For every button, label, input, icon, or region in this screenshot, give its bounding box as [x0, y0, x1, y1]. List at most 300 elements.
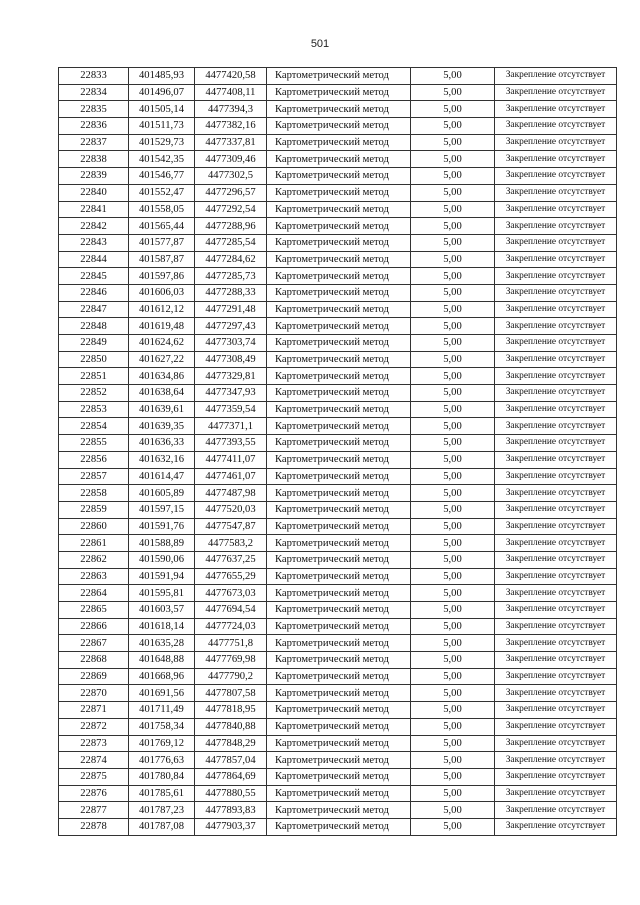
- fixation-cell: Закрепление отсутствует: [495, 785, 617, 802]
- y-coordinate-cell: 4477296,57: [195, 184, 267, 201]
- accuracy-cell: 5,00: [411, 385, 495, 402]
- y-coordinate-cell: 4477461,07: [195, 468, 267, 485]
- method-cell: Картометрический метод: [267, 551, 411, 568]
- method-cell: Картометрический метод: [267, 451, 411, 468]
- fixation-cell: Закрепление отсутствует: [495, 618, 617, 635]
- method-cell: Картометрический метод: [267, 468, 411, 485]
- fixation-cell: Закрепление отсутствует: [495, 685, 617, 702]
- x-coordinate-cell: 401603,57: [129, 602, 195, 619]
- point-number-cell: 22862: [59, 551, 129, 568]
- fixation-cell: Закрепление отсутствует: [495, 752, 617, 769]
- x-coordinate-cell: 401597,15: [129, 501, 195, 518]
- point-number-cell: 22860: [59, 518, 129, 535]
- table-row: [59, 68, 617, 85]
- fixation-cell: Закрепление отсутствует: [495, 284, 617, 301]
- point-number-cell: 22854: [59, 418, 129, 435]
- fixation-cell: Закрепление отсутствует: [495, 201, 617, 218]
- accuracy-cell: 5,00: [411, 501, 495, 518]
- point-number-cell: 22875: [59, 768, 129, 785]
- accuracy-cell: 5,00: [411, 234, 495, 251]
- point-number-cell: 22861: [59, 535, 129, 552]
- accuracy-cell: 5,00: [411, 802, 495, 819]
- table-row: [59, 251, 617, 268]
- x-coordinate-cell: 401648,88: [129, 652, 195, 669]
- point-number-cell: 22849: [59, 335, 129, 352]
- method-cell: Картометрический метод: [267, 535, 411, 552]
- method-cell: Картометрический метод: [267, 818, 411, 835]
- accuracy-cell: 5,00: [411, 201, 495, 218]
- y-coordinate-cell: 4477337,81: [195, 134, 267, 151]
- fixation-cell: Закрепление отсутствует: [495, 518, 617, 535]
- x-coordinate-cell: 401546,77: [129, 168, 195, 185]
- method-cell: Картометрический метод: [267, 234, 411, 251]
- y-coordinate-cell: 4477790,2: [195, 668, 267, 685]
- point-number-cell: 22858: [59, 485, 129, 502]
- fixation-cell: Закрепление отсутствует: [495, 735, 617, 752]
- y-coordinate-cell: 4477547,87: [195, 518, 267, 535]
- accuracy-cell: 5,00: [411, 702, 495, 719]
- y-coordinate-cell: 4477420,58: [195, 68, 267, 85]
- point-number-cell: 22833: [59, 68, 129, 85]
- fixation-cell: Закрепление отсутствует: [495, 535, 617, 552]
- table-row: [59, 652, 617, 669]
- fixation-cell: Закрепление отсутствует: [495, 101, 617, 118]
- point-number-cell: 22839: [59, 168, 129, 185]
- x-coordinate-cell: 401780,84: [129, 768, 195, 785]
- table-row: [59, 268, 617, 285]
- method-cell: Картометрический метод: [267, 768, 411, 785]
- table-row: [59, 485, 617, 502]
- accuracy-cell: 5,00: [411, 435, 495, 452]
- y-coordinate-cell: 4477284,62: [195, 251, 267, 268]
- table-row: [59, 635, 617, 652]
- point-number-cell: 22872: [59, 718, 129, 735]
- accuracy-cell: 5,00: [411, 568, 495, 585]
- accuracy-cell: 5,00: [411, 218, 495, 235]
- coordinates-table: [58, 67, 617, 836]
- y-coordinate-cell: 4477880,55: [195, 785, 267, 802]
- coordinates-table-body: [59, 68, 617, 836]
- x-coordinate-cell: 401606,03: [129, 284, 195, 301]
- fixation-cell: Закрепление отсутствует: [495, 301, 617, 318]
- point-number-cell: 22856: [59, 451, 129, 468]
- method-cell: Картометрический метод: [267, 268, 411, 285]
- method-cell: Картометрический метод: [267, 618, 411, 635]
- point-number-cell: 22851: [59, 368, 129, 385]
- point-number-cell: 22838: [59, 151, 129, 168]
- table-row: [59, 718, 617, 735]
- method-cell: Картометрический метод: [267, 702, 411, 719]
- y-coordinate-cell: 4477848,29: [195, 735, 267, 752]
- method-cell: Картометрический метод: [267, 301, 411, 318]
- accuracy-cell: 5,00: [411, 101, 495, 118]
- accuracy-cell: 5,00: [411, 735, 495, 752]
- accuracy-cell: 5,00: [411, 585, 495, 602]
- point-number-cell: 22846: [59, 284, 129, 301]
- y-coordinate-cell: 4477393,55: [195, 435, 267, 452]
- y-coordinate-cell: 4477893,83: [195, 802, 267, 819]
- x-coordinate-cell: 401529,73: [129, 134, 195, 151]
- method-cell: Картометрический метод: [267, 718, 411, 735]
- accuracy-cell: 5,00: [411, 134, 495, 151]
- x-coordinate-cell: 401542,35: [129, 151, 195, 168]
- table-row: [59, 618, 617, 635]
- y-coordinate-cell: 4477288,96: [195, 218, 267, 235]
- y-coordinate-cell: 4477297,43: [195, 318, 267, 335]
- x-coordinate-cell: 401511,73: [129, 118, 195, 135]
- y-coordinate-cell: 4477329,81: [195, 368, 267, 385]
- y-coordinate-cell: 4477864,69: [195, 768, 267, 785]
- y-coordinate-cell: 4477724,03: [195, 618, 267, 635]
- fixation-cell: Закрепление отсутствует: [495, 435, 617, 452]
- x-coordinate-cell: 401776,63: [129, 752, 195, 769]
- fixation-cell: Закрепление отсутствует: [495, 368, 617, 385]
- method-cell: Картометрический метод: [267, 501, 411, 518]
- y-coordinate-cell: 4477308,49: [195, 351, 267, 368]
- method-cell: Картометрический метод: [267, 201, 411, 218]
- point-number-cell: 22868: [59, 652, 129, 669]
- table-row: [59, 668, 617, 685]
- method-cell: Картометрический метод: [267, 335, 411, 352]
- fixation-cell: Закрепление отсутствует: [495, 351, 617, 368]
- table-row: [59, 184, 617, 201]
- method-cell: Картометрический метод: [267, 735, 411, 752]
- table-row: [59, 301, 617, 318]
- fixation-cell: Закрепление отсутствует: [495, 318, 617, 335]
- x-coordinate-cell: 401597,86: [129, 268, 195, 285]
- fixation-cell: Закрепление отсутствует: [495, 268, 617, 285]
- accuracy-cell: 5,00: [411, 685, 495, 702]
- method-cell: Картометрический метод: [267, 401, 411, 418]
- table-row: [59, 518, 617, 535]
- x-coordinate-cell: 401587,87: [129, 251, 195, 268]
- accuracy-cell: 5,00: [411, 602, 495, 619]
- x-coordinate-cell: 401691,56: [129, 685, 195, 702]
- y-coordinate-cell: 4477291,48: [195, 301, 267, 318]
- point-number-cell: 22864: [59, 585, 129, 602]
- y-coordinate-cell: 4477288,33: [195, 284, 267, 301]
- y-coordinate-cell: 4477807,58: [195, 685, 267, 702]
- x-coordinate-cell: 401639,35: [129, 418, 195, 435]
- point-number-cell: 22873: [59, 735, 129, 752]
- fixation-cell: Закрепление отсутствует: [495, 568, 617, 585]
- fixation-cell: Закрепление отсутствует: [495, 335, 617, 352]
- y-coordinate-cell: 4477487,98: [195, 485, 267, 502]
- point-number-cell: 22837: [59, 134, 129, 151]
- x-coordinate-cell: 401588,89: [129, 535, 195, 552]
- fixation-cell: Закрепление отсутствует: [495, 818, 617, 835]
- y-coordinate-cell: 4477520,03: [195, 501, 267, 518]
- point-number-cell: 22834: [59, 84, 129, 101]
- table-row: [59, 118, 617, 135]
- accuracy-cell: 5,00: [411, 68, 495, 85]
- y-coordinate-cell: 4477371,1: [195, 418, 267, 435]
- x-coordinate-cell: 401505,14: [129, 101, 195, 118]
- y-coordinate-cell: 4477285,54: [195, 234, 267, 251]
- y-coordinate-cell: 4477408,11: [195, 84, 267, 101]
- point-number-cell: 22835: [59, 101, 129, 118]
- y-coordinate-cell: 4477673,03: [195, 585, 267, 602]
- accuracy-cell: 5,00: [411, 335, 495, 352]
- accuracy-cell: 5,00: [411, 368, 495, 385]
- accuracy-cell: 5,00: [411, 284, 495, 301]
- y-coordinate-cell: 4477303,74: [195, 335, 267, 352]
- x-coordinate-cell: 401552,47: [129, 184, 195, 201]
- table-row: [59, 585, 617, 602]
- y-coordinate-cell: 4477857,04: [195, 752, 267, 769]
- x-coordinate-cell: 401638,64: [129, 385, 195, 402]
- fixation-cell: Закрепление отсутствует: [495, 468, 617, 485]
- method-cell: Картометрический метод: [267, 785, 411, 802]
- fixation-cell: Закрепление отсутствует: [495, 401, 617, 418]
- method-cell: Картометрический метод: [267, 318, 411, 335]
- x-coordinate-cell: 401787,23: [129, 802, 195, 819]
- point-number-cell: 22841: [59, 201, 129, 218]
- page-number: 501: [310, 38, 330, 50]
- table-row: [59, 168, 617, 185]
- y-coordinate-cell: 4477382,16: [195, 118, 267, 135]
- fixation-cell: Закрепление отсутствует: [495, 184, 617, 201]
- fixation-cell: Закрепление отсутствует: [495, 118, 617, 135]
- y-coordinate-cell: 4477347,93: [195, 385, 267, 402]
- table-row: [59, 768, 617, 785]
- x-coordinate-cell: 401758,34: [129, 718, 195, 735]
- accuracy-cell: 5,00: [411, 668, 495, 685]
- x-coordinate-cell: 401618,14: [129, 618, 195, 635]
- accuracy-cell: 5,00: [411, 535, 495, 552]
- x-coordinate-cell: 401605,89: [129, 485, 195, 502]
- fixation-cell: Закрепление отсутствует: [495, 68, 617, 85]
- accuracy-cell: 5,00: [411, 468, 495, 485]
- table-row: [59, 218, 617, 235]
- fixation-cell: Закрепление отсутствует: [495, 652, 617, 669]
- accuracy-cell: 5,00: [411, 118, 495, 135]
- x-coordinate-cell: 401627,22: [129, 351, 195, 368]
- method-cell: Картометрический метод: [267, 385, 411, 402]
- x-coordinate-cell: 401635,28: [129, 635, 195, 652]
- y-coordinate-cell: 4477285,73: [195, 268, 267, 285]
- table-row: [59, 501, 617, 518]
- point-number-cell: 22840: [59, 184, 129, 201]
- point-number-cell: 22852: [59, 385, 129, 402]
- table-row: [59, 418, 617, 435]
- table-row: [59, 785, 617, 802]
- method-cell: Картометрический метод: [267, 118, 411, 135]
- point-number-cell: 22848: [59, 318, 129, 335]
- point-number-cell: 22865: [59, 602, 129, 619]
- fixation-cell: Закрепление отсутствует: [495, 635, 617, 652]
- accuracy-cell: 5,00: [411, 251, 495, 268]
- accuracy-cell: 5,00: [411, 268, 495, 285]
- table-row: [59, 84, 617, 101]
- point-number-cell: 22836: [59, 118, 129, 135]
- fixation-cell: Закрепление отсутствует: [495, 451, 617, 468]
- y-coordinate-cell: 4477359,54: [195, 401, 267, 418]
- table-row: [59, 401, 617, 418]
- method-cell: Картометрический метод: [267, 685, 411, 702]
- fixation-cell: Закрепление отсутствует: [495, 168, 617, 185]
- table-row: [59, 284, 617, 301]
- y-coordinate-cell: 4477292,54: [195, 201, 267, 218]
- accuracy-cell: 5,00: [411, 485, 495, 502]
- method-cell: Картометрический метод: [267, 284, 411, 301]
- y-coordinate-cell: 4477694,54: [195, 602, 267, 619]
- point-number-cell: 22850: [59, 351, 129, 368]
- method-cell: Картометрический метод: [267, 151, 411, 168]
- accuracy-cell: 5,00: [411, 652, 495, 669]
- table-row: [59, 551, 617, 568]
- method-cell: Картометрический метод: [267, 68, 411, 85]
- x-coordinate-cell: 401558,05: [129, 201, 195, 218]
- fixation-cell: Закрепление отсутствует: [495, 385, 617, 402]
- x-coordinate-cell: 401634,86: [129, 368, 195, 385]
- fixation-cell: Закрепление отсутствует: [495, 234, 617, 251]
- method-cell: Картометрический метод: [267, 351, 411, 368]
- method-cell: Картометрический метод: [267, 602, 411, 619]
- fixation-cell: Закрепление отсутствует: [495, 418, 617, 435]
- fixation-cell: Закрепление отсутствует: [495, 602, 617, 619]
- method-cell: Картометрический метод: [267, 668, 411, 685]
- table-row: [59, 318, 617, 335]
- fixation-cell: Закрепление отсутствует: [495, 802, 617, 819]
- accuracy-cell: 5,00: [411, 401, 495, 418]
- accuracy-cell: 5,00: [411, 351, 495, 368]
- method-cell: Картометрический метод: [267, 435, 411, 452]
- method-cell: Картометрический метод: [267, 101, 411, 118]
- y-coordinate-cell: 4477411,07: [195, 451, 267, 468]
- accuracy-cell: 5,00: [411, 785, 495, 802]
- accuracy-cell: 5,00: [411, 718, 495, 735]
- fixation-cell: Закрепление отсутствует: [495, 718, 617, 735]
- table-row: [59, 335, 617, 352]
- accuracy-cell: 5,00: [411, 168, 495, 185]
- x-coordinate-cell: 401632,16: [129, 451, 195, 468]
- accuracy-cell: 5,00: [411, 752, 495, 769]
- point-number-cell: 22857: [59, 468, 129, 485]
- x-coordinate-cell: 401496,07: [129, 84, 195, 101]
- table-row: [59, 368, 617, 385]
- point-number-cell: 22843: [59, 234, 129, 251]
- accuracy-cell: 5,00: [411, 451, 495, 468]
- table-row: [59, 151, 617, 168]
- y-coordinate-cell: 4477637,25: [195, 551, 267, 568]
- y-coordinate-cell: 4477818,95: [195, 702, 267, 719]
- x-coordinate-cell: 401590,06: [129, 551, 195, 568]
- point-number-cell: 22874: [59, 752, 129, 769]
- method-cell: Картометрический метод: [267, 168, 411, 185]
- method-cell: Картометрический метод: [267, 652, 411, 669]
- fixation-cell: Закрепление отсутствует: [495, 551, 617, 568]
- fixation-cell: Закрепление отсутствует: [495, 485, 617, 502]
- accuracy-cell: 5,00: [411, 551, 495, 568]
- method-cell: Картометрический метод: [267, 368, 411, 385]
- table-row: [59, 685, 617, 702]
- table-row: [59, 702, 617, 719]
- table-row: [59, 802, 617, 819]
- table-row: [59, 568, 617, 585]
- fixation-cell: Закрепление отсутствует: [495, 501, 617, 518]
- accuracy-cell: 5,00: [411, 151, 495, 168]
- x-coordinate-cell: 401636,33: [129, 435, 195, 452]
- fixation-cell: Закрепление отсутствует: [495, 134, 617, 151]
- table-row: [59, 234, 617, 251]
- method-cell: Картометрический метод: [267, 585, 411, 602]
- fixation-cell: Закрепление отсутствует: [495, 702, 617, 719]
- point-number-cell: 22877: [59, 802, 129, 819]
- table-row: [59, 385, 617, 402]
- fixation-cell: Закрепление отсутствует: [495, 585, 617, 602]
- table-row: [59, 752, 617, 769]
- table-row: [59, 602, 617, 619]
- y-coordinate-cell: 4477309,46: [195, 151, 267, 168]
- accuracy-cell: 5,00: [411, 618, 495, 635]
- method-cell: Картометрический метод: [267, 635, 411, 652]
- table-row: [59, 535, 617, 552]
- y-coordinate-cell: 4477394,3: [195, 101, 267, 118]
- method-cell: Картометрический метод: [267, 84, 411, 101]
- table-row: [59, 451, 617, 468]
- x-coordinate-cell: 401787,08: [129, 818, 195, 835]
- fixation-cell: Закрепление отсутствует: [495, 668, 617, 685]
- table-row: [59, 201, 617, 218]
- table-row: [59, 351, 617, 368]
- x-coordinate-cell: 401785,61: [129, 785, 195, 802]
- x-coordinate-cell: 401614,47: [129, 468, 195, 485]
- method-cell: Картометрический метод: [267, 752, 411, 769]
- y-coordinate-cell: 4477769,98: [195, 652, 267, 669]
- point-number-cell: 22863: [59, 568, 129, 585]
- y-coordinate-cell: 4477751,8: [195, 635, 267, 652]
- point-number-cell: 22853: [59, 401, 129, 418]
- point-number-cell: 22847: [59, 301, 129, 318]
- x-coordinate-cell: 401769,12: [129, 735, 195, 752]
- x-coordinate-cell: 401591,76: [129, 518, 195, 535]
- x-coordinate-cell: 401595,81: [129, 585, 195, 602]
- fixation-cell: Закрепление отсутствует: [495, 84, 617, 101]
- x-coordinate-cell: 401485,93: [129, 68, 195, 85]
- method-cell: Картометрический метод: [267, 251, 411, 268]
- point-number-cell: 22870: [59, 685, 129, 702]
- accuracy-cell: 5,00: [411, 418, 495, 435]
- x-coordinate-cell: 401668,96: [129, 668, 195, 685]
- point-number-cell: 22878: [59, 818, 129, 835]
- table-row: [59, 435, 617, 452]
- table-row: [59, 468, 617, 485]
- y-coordinate-cell: 4477302,5: [195, 168, 267, 185]
- fixation-cell: Закрепление отсутствует: [495, 768, 617, 785]
- y-coordinate-cell: 4477655,29: [195, 568, 267, 585]
- y-coordinate-cell: 4477583,2: [195, 535, 267, 552]
- point-number-cell: 22859: [59, 501, 129, 518]
- method-cell: Картометрический метод: [267, 518, 411, 535]
- table-row: [59, 101, 617, 118]
- accuracy-cell: 5,00: [411, 518, 495, 535]
- method-cell: Картометрический метод: [267, 218, 411, 235]
- method-cell: Картометрический метод: [267, 134, 411, 151]
- y-coordinate-cell: 4477840,88: [195, 718, 267, 735]
- method-cell: Картометрический метод: [267, 184, 411, 201]
- point-number-cell: 22845: [59, 268, 129, 285]
- accuracy-cell: 5,00: [411, 184, 495, 201]
- accuracy-cell: 5,00: [411, 768, 495, 785]
- x-coordinate-cell: 401612,12: [129, 301, 195, 318]
- accuracy-cell: 5,00: [411, 818, 495, 835]
- fixation-cell: Закрепление отсутствует: [495, 151, 617, 168]
- table-row: [59, 735, 617, 752]
- point-number-cell: 22876: [59, 785, 129, 802]
- method-cell: Картометрический метод: [267, 485, 411, 502]
- point-number-cell: 22866: [59, 618, 129, 635]
